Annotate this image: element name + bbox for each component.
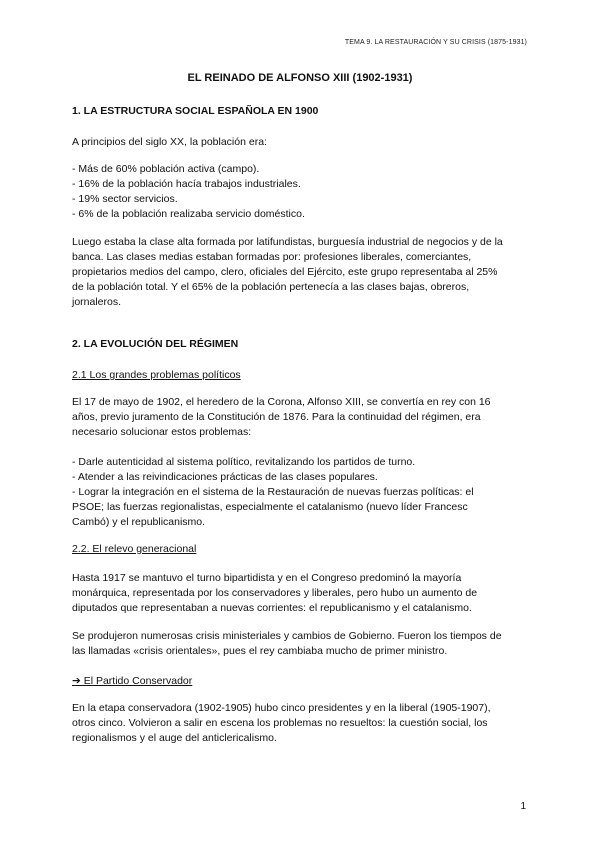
paragraph-line: Luego estaba la clase alta formada por latifundistas, burguesía industrial de negocios y de la bbox=[72, 236, 503, 248]
paragraph-line: Hasta 1917 se mantuvo el turno bipartidista y en el Congreso predominó la mayoría bbox=[72, 572, 462, 584]
subsection-2-2-paragraph-2 bbox=[72, 629, 528, 659]
subsection-conservador-paragraph bbox=[72, 701, 528, 746]
subsection-2-2-heading: 2.2. El relevo generacional bbox=[72, 543, 197, 555]
list-item: - Darle autenticidad al sistema político, revitalizando los partidos de turno. bbox=[72, 456, 416, 468]
subsection-2-1-list bbox=[72, 455, 528, 530]
paragraph-line: años, previo juramento de la Constitución de 1876. Para la continuidad del régimen, era bbox=[72, 411, 481, 423]
paragraph-line: necesario solucionar estos problemas: bbox=[72, 426, 252, 438]
document-title: EL REINADO DE ALFONSO XIII (1902-1931) bbox=[187, 72, 413, 84]
section-2-heading: 2. LA EVOLUCIÓN DEL RÉGIMEN bbox=[72, 338, 239, 350]
list-item: - 6% de la población realizaba servicio doméstico. bbox=[72, 208, 305, 220]
paragraph-line: regionalismos y el auge del anticlericalismo. bbox=[72, 732, 277, 744]
section-1-heading: 1. LA ESTRUCTURA SOCIAL ESPAÑOLA EN 1900 bbox=[72, 105, 319, 117]
list-item: - Más de 60% población activa (campo). bbox=[72, 163, 260, 175]
paragraph-line: de la población total. Y el 65% de la población pertenecía a las clases bajas, obreros, bbox=[72, 281, 470, 293]
paragraph-line: jornaleros. bbox=[72, 296, 122, 308]
paragraph-line: otros cinco. Volvieron a salir en escena los problemas no resueltos: la cuestión social, los bbox=[72, 717, 488, 729]
paragraph-line: diputados que representaban a nuevas corrientes: el republicanismo y el catalanismo. bbox=[72, 602, 472, 614]
paragraph-line: propietarios medios del campo, clero, oficiales del Ejército, este grupo representaba al 25% bbox=[72, 266, 498, 278]
paragraph-line: las llamadas «crisis orientales», pues el rey cambiaba mucho de primer ministro. bbox=[72, 645, 448, 657]
section-1-paragraph bbox=[72, 235, 528, 310]
section-1-list bbox=[72, 162, 528, 222]
list-item: - Lograr la integración en el sistema de la Restauración de nuevas fuerzas políticas: el bbox=[72, 486, 474, 498]
list-item: Cambó) y el republicanismo. bbox=[72, 516, 206, 528]
list-item: PSOE; las fuerzas regionalistas, especialmente el catalanismo (nuevo líder Francesc bbox=[72, 501, 468, 513]
list-item: - 19% sector servicios. bbox=[72, 193, 178, 205]
paragraph-line: Se produjeron numerosas crisis ministeriales y cambios de Gobierno. Fueron los tiempos de bbox=[72, 630, 502, 642]
subsection-2-1-heading: 2.1 Los grandes problemas políticos bbox=[72, 369, 241, 381]
running-header: TEMA 9. LA RESTAURACIÓN Y SU CRISIS (1875-1931) bbox=[344, 39, 527, 46]
list-item: - 16% de la población hacía trabajos industriales. bbox=[72, 178, 301, 190]
subsection-2-2-paragraph-1 bbox=[72, 571, 528, 616]
paragraph-line: El 17 de mayo de 1902, el heredero de la Corona, Alfonso XIII, se convertía en rey con 16 bbox=[72, 396, 491, 408]
list-item: - Atender a las reivindicaciones prácticas de las clases populares. bbox=[72, 471, 378, 483]
subsection-conservador-heading: ➔ El Partido Conservador bbox=[72, 675, 193, 687]
page-number: 1 bbox=[520, 801, 526, 812]
paragraph-line: banca. Las clases medias estaban formadas por: profesiones liberales, comerciantes, bbox=[72, 251, 472, 263]
subsection-2-1-paragraph bbox=[72, 395, 528, 440]
section-1-intro: A principios del siglo XX, la población era: bbox=[72, 136, 267, 148]
paragraph-line: monárquica, representada por los conservadores y liberales, pero hubo un aumento de bbox=[72, 587, 478, 599]
paragraph-line: En la etapa conservadora (1902-1905) hubo cinco presidentes y en la liberal (1905-1907), bbox=[72, 702, 491, 714]
